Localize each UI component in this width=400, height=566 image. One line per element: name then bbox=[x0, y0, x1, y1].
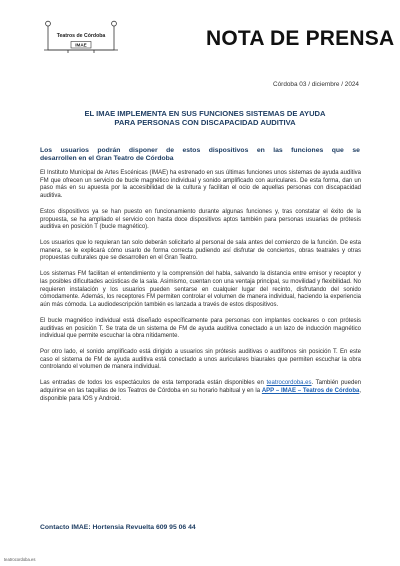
paragraph: Por otro lado, el sonido amplificado está dirigido a usuarios sin prótesis auditivas o audífonos sin posición T. En este caso el sistema de FM de ayuda auditiva está conectado a unos auriculares biaurales que permiten escuchar la obra controlando el volumen de manera individual. bbox=[40, 348, 361, 371]
lead-word: las bbox=[273, 147, 283, 154]
lead-word: disponer bbox=[128, 147, 158, 154]
paragraph: Los sistemas FM facilitan el entendimiento y la comprensión del habla, salvando la distancia entre emisor y receptor y las posibles dificultades acústicas de la sala. Asimismo, cuentan con una ventaja principal, su movilidad y flexibilidad. No requieren instalación y los usuarios pueden sentarse en cualquier lugar del recinto, disfrutando del sonido cómodamente. Además, los receptores FM permiten controlar el volumen de manera individual, haciendo la experiencia aún más cómoda. La audiodescripción también es lanzada a través de estos dispositivos. bbox=[40, 271, 361, 309]
press-date: Córdoba 03 / diciembre / 2024 bbox=[273, 81, 359, 88]
lead-line-1 bbox=[40, 147, 360, 155]
paragraph: El Instituto Municipal de Artes Escénicas (IMAE) ha estrenado en sus últimas funciones unos sistemas de ayuda auditiva FM que ofrecen un servicio de bucle magnético individual y sonido amplificado con auriculares. De esta forma, dan un paso más en su apuesta por la accesibilidad de la cultura y facilitan el ocio de aquellas personas con discapacidad auditiva. bbox=[40, 170, 361, 200]
lead-line-2: desarrollen en el Gran Teatro de Córdoba bbox=[40, 155, 174, 163]
tickets-text-2: . También pueden adquirirse en las taquillas de los Teatros de Córdoba en su horario habitual y en la bbox=[40, 380, 361, 394]
logo-frame-icon bbox=[40, 20, 122, 56]
paragraph: Los usuarios que lo requieran tan solo deberán solicitarlo al personal de sala antes del comienzo de la función. De esta manera, se le explicará cómo usarlo de forma correcta pudiendo así disfrutar de conciertos, obras teatrales y otras propuestas culturales que se desarrollen en el Gran Teatro. bbox=[40, 240, 361, 262]
tickets-text-3: , disponible para IOS y Android. bbox=[40, 387, 361, 402]
contact-info: Contacto IMAE: Hortensia Revuelta 609 95 06 44 bbox=[40, 524, 196, 531]
headline-line-1: EL IMAE IMPLEMENTA EN SUS FUNCIONES SISTEMAS DE AYUDA bbox=[84, 109, 326, 118]
headline bbox=[60, 109, 350, 128]
app-link[interactable]: APP – IMAE – Teatros de Córdoba bbox=[261, 387, 360, 394]
lead-word: funciones bbox=[291, 147, 324, 154]
logo-line2: IMAE bbox=[75, 42, 87, 48]
footer-site: teatrocordoba.es bbox=[4, 557, 36, 562]
tickets-paragraph bbox=[40, 380, 361, 403]
lead-word: podrán bbox=[97, 147, 121, 154]
lead-summary bbox=[40, 147, 360, 163]
teatros-de-cordoba-logo bbox=[40, 20, 122, 56]
tickets-text-1: Las entradas de todos los espectáculos de esta temporada están disponibles en bbox=[40, 380, 267, 387]
page-title: NOTA DE PRENSA bbox=[206, 27, 395, 50]
lead-word: usuarios bbox=[60, 147, 89, 154]
lead-word: estos bbox=[182, 147, 201, 154]
lead-word: que bbox=[331, 147, 344, 154]
lead-word: en bbox=[256, 147, 265, 154]
paragraph: El bucle magnético individual está diseñado específicamente para personas con implantes cocleares o con prótesis auditivas en posición T. Se trata de un sistema de FM de ayuda auditiva conectado a un lazo de inducción magnético individual que permite escuchar la obra nítidamente. bbox=[40, 317, 361, 340]
teatrocordoba-link[interactable]: teatrocordoba.es bbox=[266, 380, 312, 387]
headline-line-2: PARA PERSONAS CON DISCAPACIDAD AUDITIVA bbox=[114, 118, 296, 128]
lead-word: Los bbox=[40, 147, 53, 154]
logo-line1: Teatros de Córdoba bbox=[56, 33, 106, 39]
lead-word: dispositivos bbox=[208, 147, 249, 154]
paragraph: Estos dispositivos ya se han puesto en funcionamiento durante algunas funciones y, tras constatar el éxito de la propuesta, se ha ampliado el servicio con hasta doce dispositivos aptos también para personas usuarias de prótesis auditiva en posición T (bucle magnético). bbox=[40, 208, 361, 231]
lead-word: de bbox=[166, 147, 174, 154]
lead-word: se bbox=[352, 147, 360, 154]
article-body bbox=[40, 170, 361, 411]
